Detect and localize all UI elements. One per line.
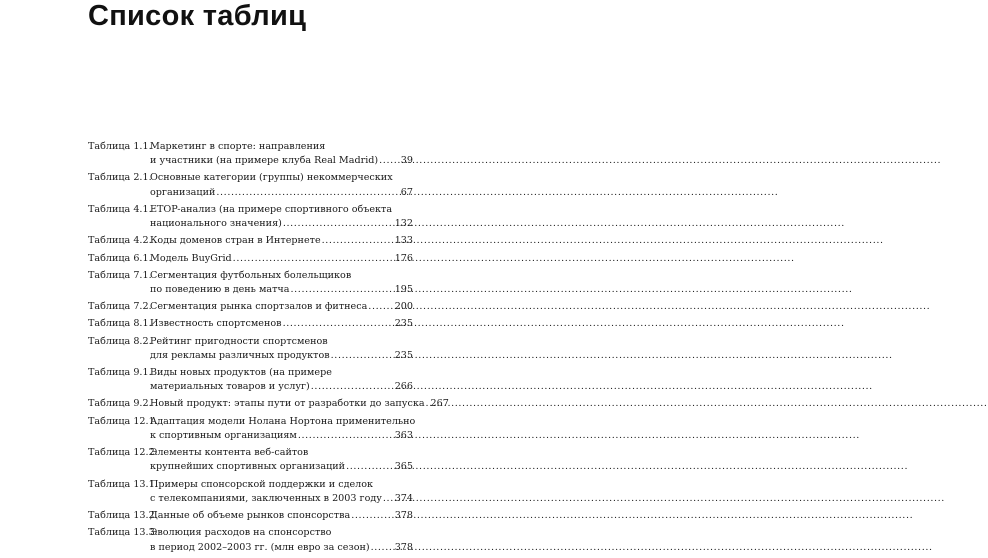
entry-body xyxy=(150,446,413,475)
entry-leader-line xyxy=(150,380,413,394)
entry-body xyxy=(150,300,413,314)
entry-body xyxy=(150,526,413,555)
dot-leader xyxy=(383,492,394,506)
toc-entry xyxy=(88,526,413,555)
entry-title: Известность спортсменов xyxy=(150,318,282,330)
toc-entry xyxy=(88,252,413,266)
page-number: 365 xyxy=(394,461,413,473)
entry-body xyxy=(150,478,413,507)
page-number: 235 xyxy=(394,318,413,330)
entry-title-line-1: Основные категории (группы) некоммерческих xyxy=(150,172,393,184)
dot-leader xyxy=(283,317,394,331)
dot-leader xyxy=(371,541,394,555)
table-number: Таблица 7.2. xyxy=(88,301,152,313)
entry-title-line-1: Маркетинг в спорте: направления xyxy=(150,141,326,152)
table-number: Таблица 7.1. xyxy=(88,269,152,281)
entry-leader-line xyxy=(150,429,413,443)
entry-body xyxy=(150,335,413,364)
table-number: Таблица 6.1. xyxy=(88,252,152,264)
page-number: 363 xyxy=(394,429,413,441)
table-number: Таблица 8.1. xyxy=(88,318,152,330)
toc-entry xyxy=(88,397,449,411)
page-number: 195 xyxy=(394,284,413,296)
entry-title: Модель BuyGrid xyxy=(150,252,232,264)
entry-title-line-2: организаций xyxy=(150,186,216,198)
entry-leader-line xyxy=(150,283,413,297)
entry-title-line-1: Примеры спонсорской поддержки и сделок xyxy=(150,478,374,490)
entry-body xyxy=(150,234,413,248)
entry-title-line-2: для рекламы различных продуктов xyxy=(150,349,330,361)
entry-title: Коды доменов стран в Интернете xyxy=(150,235,321,247)
toc-entry xyxy=(88,446,413,475)
toc-entry xyxy=(88,140,413,169)
entry-title-line-1: Адаптация модели Нолана Нортона применительно xyxy=(150,415,416,427)
entry-title: Новый продукт: этапы пути от разработки до запуска xyxy=(150,398,425,410)
entry-title-line-1: Элементы контента веб-сайтов xyxy=(150,447,309,459)
entry-leader-line xyxy=(150,154,413,168)
entry-body xyxy=(150,203,413,232)
dot-leader xyxy=(351,509,393,523)
entry-title-line-1: Эволюция расходов на спонсорство xyxy=(150,527,332,539)
page-number: 133 xyxy=(394,235,413,247)
entry-body xyxy=(150,509,413,523)
dot-leader xyxy=(426,397,430,411)
entry-leader-line xyxy=(150,300,413,314)
entry-title-line-2: к спортивным организациям xyxy=(150,429,297,441)
entry-leader-line xyxy=(150,349,413,363)
table-number: Таблица 13.1. xyxy=(88,478,158,490)
dot-leader xyxy=(283,217,394,231)
toc-entry xyxy=(88,203,413,232)
entry-title: Данные об объеме рынков спонсорства xyxy=(150,510,351,522)
toc-entry xyxy=(88,171,413,200)
entry-body xyxy=(150,140,413,169)
table-number: Таблица 13.2. xyxy=(88,510,158,522)
entry-leader-line xyxy=(150,509,413,523)
dot-leader xyxy=(346,460,394,474)
page-number: 267 xyxy=(430,398,449,410)
page-title: Список таблиц xyxy=(88,0,307,32)
toc-entry xyxy=(88,415,416,444)
entry-body xyxy=(150,317,413,331)
table-number: Таблица 4.1. xyxy=(88,203,152,215)
dot-leader xyxy=(379,154,400,168)
entry-body xyxy=(150,366,413,395)
table-number: Таблица 9.2. xyxy=(88,398,152,410)
entry-leader-line xyxy=(150,234,413,248)
toc-entry xyxy=(88,335,413,364)
toc-entry xyxy=(88,317,413,331)
entry-title-line-1: Рейтинг пригодности спортсменов xyxy=(150,335,328,347)
toc-entry xyxy=(88,300,413,314)
page-number: 132 xyxy=(394,218,413,230)
table-number: Таблица 8.2. xyxy=(88,335,152,347)
entry-title-line-2: материальных товаров и услуг) xyxy=(150,381,310,393)
entry-title-line-1: ETOP-анализ (на примере спортивного объекта xyxy=(150,203,393,215)
page-number: 176 xyxy=(394,252,413,264)
entry-leader-line xyxy=(150,252,413,266)
page-number: 235 xyxy=(394,349,413,361)
table-number: Таблица 4.2. xyxy=(88,235,152,247)
dot-leader xyxy=(216,186,399,200)
dot-leader xyxy=(291,283,394,297)
dot-leader xyxy=(298,429,394,443)
entry-title-line-2: по поведению в день матча xyxy=(150,284,290,296)
page-number: 378 xyxy=(394,541,413,553)
dot-leader xyxy=(331,349,394,363)
table-number: Таблица 1.1. xyxy=(88,141,152,152)
entry-leader-line xyxy=(150,217,413,231)
page-number: 374 xyxy=(394,492,413,504)
entry-leader-line xyxy=(150,397,449,411)
entry-leader-line xyxy=(150,317,413,331)
entry-leader-line xyxy=(150,460,413,474)
table-number: Таблица 12.1. xyxy=(88,415,158,427)
table-number: Таблица 12.2. xyxy=(88,447,158,459)
dot-leader xyxy=(311,380,394,394)
table-number: Таблица 9.1. xyxy=(88,366,152,378)
entry-title-line-2: с телекомпаниями, заключенных в 2003 году xyxy=(150,492,382,504)
dot-leader xyxy=(233,252,394,266)
entry-title: Сегментация рынка спортзалов и фитнеса xyxy=(150,301,368,313)
page-number: 378 xyxy=(394,510,413,522)
entry-leader-line xyxy=(150,186,413,200)
page-number: 67 xyxy=(400,186,413,198)
dot-leader xyxy=(322,234,394,248)
toc-entry xyxy=(88,269,413,298)
entry-title-line-2: национального значения) xyxy=(150,218,282,230)
toc-entry xyxy=(88,509,413,523)
entry-leader-line xyxy=(150,541,413,555)
dot-leader xyxy=(368,300,393,314)
entry-body xyxy=(150,171,413,200)
page-number: 200 xyxy=(394,301,413,313)
entry-title-line-2: в период 2002–2003 гг. (млн евро за сезон) xyxy=(150,541,370,553)
toc-entry xyxy=(88,366,413,395)
table-of-tables xyxy=(88,140,449,558)
entry-title-line-1: Виды новых продуктов (на примере xyxy=(150,366,332,378)
toc-entry xyxy=(88,234,413,248)
entry-leader-line xyxy=(150,492,413,506)
page-number: 39 xyxy=(400,155,413,167)
entry-title-line-1: Сегментация футбольных болельщиков xyxy=(150,269,352,281)
page-number: 266 xyxy=(394,381,413,393)
entry-title-line-2: крупнейших спортивных организаций xyxy=(150,461,346,473)
table-number: Таблица 2.1. xyxy=(88,172,152,184)
entry-body xyxy=(150,252,413,266)
toc-entry xyxy=(88,478,413,507)
table-number: Таблица 13.3. xyxy=(88,527,158,539)
entry-body xyxy=(150,415,416,444)
entry-title-line-2: и участники (на примере клуба Real Madrid) xyxy=(150,155,379,167)
entry-body xyxy=(150,269,413,298)
entry-body xyxy=(150,397,449,411)
